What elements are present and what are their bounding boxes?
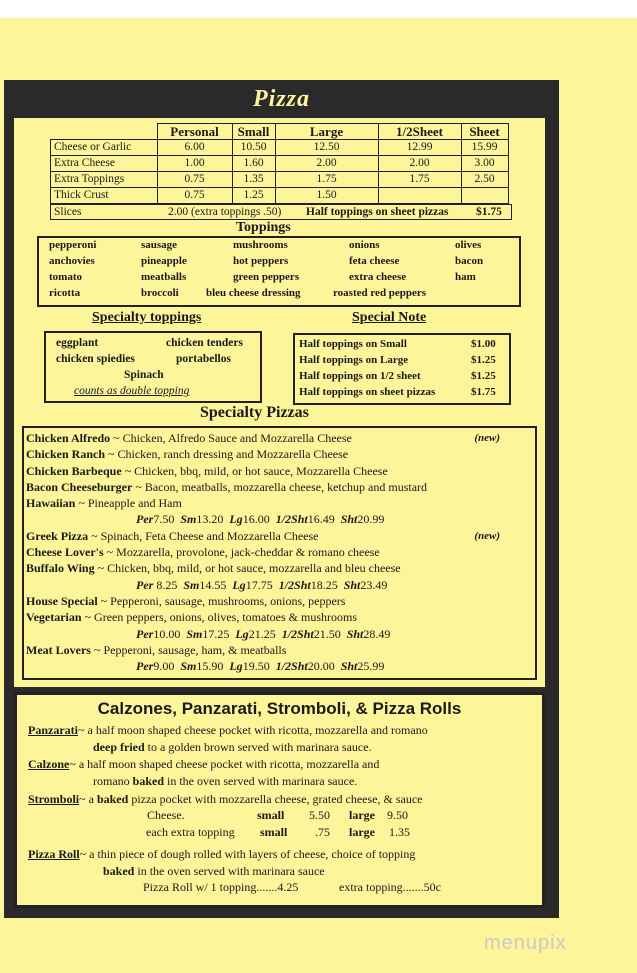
item-name: Panzarati: [28, 723, 78, 737]
item-name: Stromboli: [28, 792, 80, 806]
table-row: [51, 140, 509, 156]
emphasis-text: baked: [132, 774, 165, 788]
table-cell: 3.00: [461, 156, 508, 172]
table-cell: 10.50: [232, 140, 275, 156]
pizza-name: Chicken Ranch: [26, 447, 106, 462]
size-label: Lg: [229, 659, 243, 674]
pizza-desc: ~ Pepperoni, sausage, ham, & meatballs: [90, 642, 287, 657]
size-label: 1/2Sht: [281, 626, 314, 641]
list-item: [26, 479, 535, 495]
size-price: 15.90: [196, 659, 224, 674]
size-price: 9.00: [153, 659, 175, 674]
table-cell: 0.75: [157, 172, 232, 188]
table-row: [51, 188, 509, 204]
size-price: 20.99: [357, 512, 385, 527]
topping-item: bleu cheese dressing: [206, 287, 301, 299]
calzones-box: [14, 692, 545, 908]
table-cell: 1.35: [232, 172, 275, 188]
size-label: Lg: [232, 577, 246, 592]
item-desc: to a golden brown served with marinara sauce.: [144, 740, 372, 754]
calzone-line: [28, 757, 379, 772]
stromboli-large-label: large: [349, 808, 375, 822]
item-desc: ~ a half moon shaped cheese pocket with ricotta, mozzarella and: [69, 757, 380, 771]
pizza-roll-line-2: [103, 864, 325, 879]
pizza-name: Buffalo Wing: [26, 561, 95, 576]
specialty-topping-item: portabellos: [176, 353, 231, 365]
table-cell: 0.75: [157, 188, 232, 204]
calzone-line-2: [93, 774, 357, 789]
pizza-desc: ~ Chicken, bbq, mild, or hot sauce, mozzarella and bleu cheese: [94, 561, 401, 576]
pizza-desc: ~ Green peppers, onions, olives, tomatoes & mushrooms: [81, 610, 358, 625]
price-line: [26, 626, 535, 642]
pizza-name: Cheese Lover's: [26, 545, 104, 560]
item-desc: ~ a half moon shaped cheese pocket with ricotta, mozzarella and romano: [78, 723, 428, 737]
special-note-price: $1.25: [471, 354, 496, 366]
double-topping-note: counts as double topping: [74, 385, 190, 397]
watermark-logo: menupix: [484, 932, 567, 954]
topping-item: roasted red peppers: [333, 287, 427, 299]
new-badge: (new): [474, 432, 500, 444]
table-cell: 2.00: [275, 156, 378, 172]
size-label: Sm: [180, 512, 197, 527]
size-price: 23.49: [360, 577, 388, 592]
size-label: Lg: [229, 512, 243, 527]
table-header-cell: Sheet: [461, 124, 508, 140]
special-note-label: Half toppings on Large: [299, 354, 409, 366]
special-note-label: Half toppings on Small: [299, 338, 407, 350]
stromboli-small-label: small: [257, 808, 285, 822]
table-row: [51, 172, 509, 188]
pizza-name: Vegetarian: [26, 610, 82, 625]
price-line: [26, 658, 535, 674]
size-label: 1/2Sht: [275, 512, 308, 527]
size-label: Sht: [340, 512, 358, 527]
list-item: [26, 593, 535, 609]
slices-label: Slices: [54, 206, 82, 218]
topping-item: green peppers: [233, 271, 300, 283]
size-price: 17.25: [202, 626, 230, 641]
list-item: [26, 463, 535, 479]
item-desc: ~ a thin piece of dough rolled with layers of cheese, choice of topping: [79, 847, 416, 861]
pizza-name: Chicken Alfredo: [26, 431, 111, 445]
size-label: Per: [136, 512, 154, 527]
pizza-desc: ~ Chicken, ranch dressing and Mozzarella Cheese: [105, 447, 349, 462]
table-cell: 1.00: [157, 156, 232, 172]
table-header-cell: Large: [275, 124, 378, 140]
list-item: [26, 528, 535, 544]
size-label: Per: [136, 659, 154, 674]
emphasis-text: baked: [96, 792, 129, 806]
toppings-box: [37, 236, 521, 307]
special-note-price: $1.00: [471, 338, 496, 350]
size-label: Per: [136, 577, 157, 592]
top-margin: [0, 0, 637, 18]
table-cell: Extra Toppings: [51, 172, 158, 188]
table-cell: 2.00: [378, 156, 461, 172]
size-label: Lg: [235, 626, 249, 641]
table-cell: Thick Crust: [51, 188, 158, 204]
topping-item: broccoli: [141, 287, 179, 299]
special-note-price: $1.75: [471, 386, 496, 398]
stromboli-large-price: 9.50: [387, 808, 408, 822]
item-desc: in the oven served with marinara sauce: [134, 864, 325, 878]
panzarati-line-2: [93, 740, 372, 755]
table-cell: 2.50: [461, 172, 508, 188]
table-cell: 15.99: [461, 140, 508, 156]
stromboli-small-price: 5.50: [309, 808, 330, 822]
list-item: [26, 609, 535, 625]
topping-item: pepperoni: [49, 239, 97, 251]
table-cell: Cheese or Garlic: [51, 140, 158, 156]
list-item: [26, 446, 535, 462]
pizza-roll-line: [28, 847, 415, 862]
specialty-pizzas-heading: Specialty Pizzas: [200, 404, 309, 421]
table-cell: 1.60: [232, 156, 275, 172]
list-item: [26, 544, 535, 560]
table-header-cell: Personal: [157, 124, 232, 140]
topping-item: hot peppers: [233, 255, 289, 267]
table-cell: 6.00: [157, 140, 232, 156]
pizza-desc: ~ Pineapple and Ham: [75, 496, 182, 511]
pizza-desc: ~ Mozzarella, provolone, jack-cheddar & romano cheese: [103, 545, 380, 560]
slices-note: Half toppings on sheet pizzas: [306, 206, 449, 218]
size-price: 7.50: [153, 512, 175, 527]
table-cell: [461, 188, 508, 204]
table-cell: [378, 188, 461, 204]
pizza-name: Greek Pizza: [26, 528, 89, 543]
stromboli-line: [28, 792, 423, 807]
stromboli-cheese-label: Cheese.: [147, 808, 185, 822]
table-row: [51, 156, 509, 172]
topping-item: feta cheese: [349, 255, 400, 267]
item-desc: in the oven served with marinara sauce.: [164, 774, 358, 788]
topping-item: anchovies: [49, 255, 95, 267]
stromboli-extra-label: each extra topping: [146, 825, 235, 839]
table-header-cell: [51, 124, 158, 140]
list-item: [26, 430, 535, 446]
size-price: 14.55: [199, 577, 227, 592]
special-note-price: $1.25: [471, 370, 496, 382]
size-price: 17.75: [245, 577, 273, 592]
size-price: 13.20: [196, 512, 224, 527]
special-note-label: Half toppings on sheet pizzas: [299, 386, 436, 398]
pizza-desc: ~ Pepperoni, sausage, mushrooms, onions, peppers: [97, 593, 346, 608]
size-price: 21.25: [248, 626, 276, 641]
item-desc: pizza pocket with mozzarella cheese, grated cheese, & sauce: [128, 792, 423, 806]
list-item: [26, 495, 535, 511]
price-line: [26, 577, 535, 593]
table-cell: 1.25: [232, 188, 275, 204]
specialty-topping-item: chicken spiedies: [56, 353, 135, 365]
topping-item: meatballs: [141, 271, 187, 283]
stromboli-extra-small-label: small: [260, 825, 288, 839]
size-label: Sm: [180, 659, 197, 674]
specialty-topping-item: Spinach: [124, 369, 164, 381]
item-desc: ~ a: [79, 792, 97, 806]
list-item: [26, 642, 535, 658]
size-label: 1/2Sht: [275, 659, 308, 674]
pizza-price-table: [50, 123, 509, 204]
specialty-toppings-heading: Specialty toppings: [92, 310, 202, 325]
special-note-heading: Special Note: [352, 310, 427, 325]
special-note-box: [293, 333, 511, 405]
size-label: Sht: [340, 659, 358, 674]
specialty-toppings-box: [44, 331, 262, 403]
table-header-cell: Small: [232, 124, 275, 140]
pizza-desc: ~ Bacon, meatballs, mozzarella cheese, ketchup and mustard: [132, 479, 428, 494]
stromboli-extra-large-label: large: [349, 825, 375, 839]
page-title: Pizza: [252, 86, 310, 112]
table-cell: Extra Cheese: [51, 156, 158, 172]
topping-item: pineapple: [141, 255, 187, 267]
slices-row: [50, 204, 512, 220]
table-cell: 12.99: [378, 140, 461, 156]
table-cell: 1.75: [378, 172, 461, 188]
table-cell: 1.75: [275, 172, 378, 188]
topping-item: ham: [455, 271, 476, 283]
pizza-desc: ~ Chicken, bbq, mild, or hot sauce, Mozzarella Cheese: [121, 463, 388, 478]
specialty-topping-item: eggplant: [56, 337, 99, 349]
topping-item: tomato: [49, 271, 82, 283]
pizza-name: Meat Lovers: [26, 642, 91, 657]
size-price: 10.00: [153, 626, 181, 641]
table-cell: 1.50: [275, 188, 378, 204]
item-desc: romano: [93, 774, 133, 788]
slices-price: 2.00 (extra toppings .50): [168, 206, 282, 218]
size-price: 21.50: [313, 626, 341, 641]
pizza-name: House Special: [26, 593, 98, 608]
size-price: 18.25: [310, 577, 338, 592]
new-badge: (new): [474, 529, 500, 542]
price-line: [26, 511, 535, 527]
size-label: Sht: [346, 626, 364, 641]
size-price: 19.50: [242, 659, 270, 674]
toppings-heading: Toppings: [236, 220, 291, 235]
pizza-roll-price: Pizza Roll w/ 1 topping.......4.25: [143, 880, 299, 894]
size-label: Sm: [183, 577, 200, 592]
specialty-pizzas-list: [22, 426, 537, 680]
table-header-row: [51, 124, 509, 140]
calzones-heading: Calzones, Panzarati, Stromboli, & Pizza Rolls: [97, 699, 462, 718]
size-label: Per: [136, 626, 154, 641]
specialty-topping-item: chicken tenders: [166, 337, 243, 349]
item-name: Calzone: [28, 757, 70, 771]
topping-item: extra cheese: [349, 271, 407, 283]
size-price: 16.49: [307, 512, 335, 527]
size-label: Sm: [186, 626, 203, 641]
emphasis-text: baked: [103, 864, 135, 878]
size-price: 25.99: [357, 659, 385, 674]
pizza-desc: ~ Spinach, Feta Cheese and Mozzarella Cheese: [88, 528, 319, 543]
table-header-cell: 1/2Sheet: [378, 124, 461, 140]
stromboli-extra-small-price: .75: [315, 825, 330, 839]
pizza-name: Chicken Barbeque: [26, 463, 122, 478]
item-name: Pizza Roll: [28, 847, 80, 861]
topping-item: sausage: [141, 239, 178, 251]
pizza-name: Bacon Cheeseburger: [26, 479, 133, 494]
emphasis-text: deep fried: [93, 740, 145, 754]
pizza-desc: ~ Chicken, Alfredo Sauce and Mozzarella Cheese: [110, 431, 352, 445]
topping-item: onions: [349, 239, 380, 251]
table-cell: 12.50: [275, 140, 378, 156]
panzarati-line: [28, 723, 428, 738]
topping-item: bacon: [455, 255, 484, 267]
size-price: 20.00: [307, 659, 335, 674]
topping-item: olives: [455, 239, 482, 251]
size-price: 8.25: [156, 577, 178, 592]
size-label: 1/2Sht: [278, 577, 311, 592]
size-label: Sht: [343, 577, 361, 592]
size-price: 28.49: [363, 626, 391, 641]
topping-item: ricotta: [49, 287, 81, 299]
size-price: 16.00: [242, 512, 270, 527]
slices-note-price: $1.75: [476, 206, 502, 218]
stromboli-extra-large-price: 1.35: [389, 825, 410, 839]
pizza-roll-extra: extra topping.......50c: [339, 880, 441, 894]
pizza-name: Hawaiian: [26, 496, 76, 511]
special-note-label: Half toppings on 1/2 sheet: [299, 370, 421, 382]
topping-item: mushrooms: [233, 239, 288, 251]
list-item: [26, 560, 535, 576]
